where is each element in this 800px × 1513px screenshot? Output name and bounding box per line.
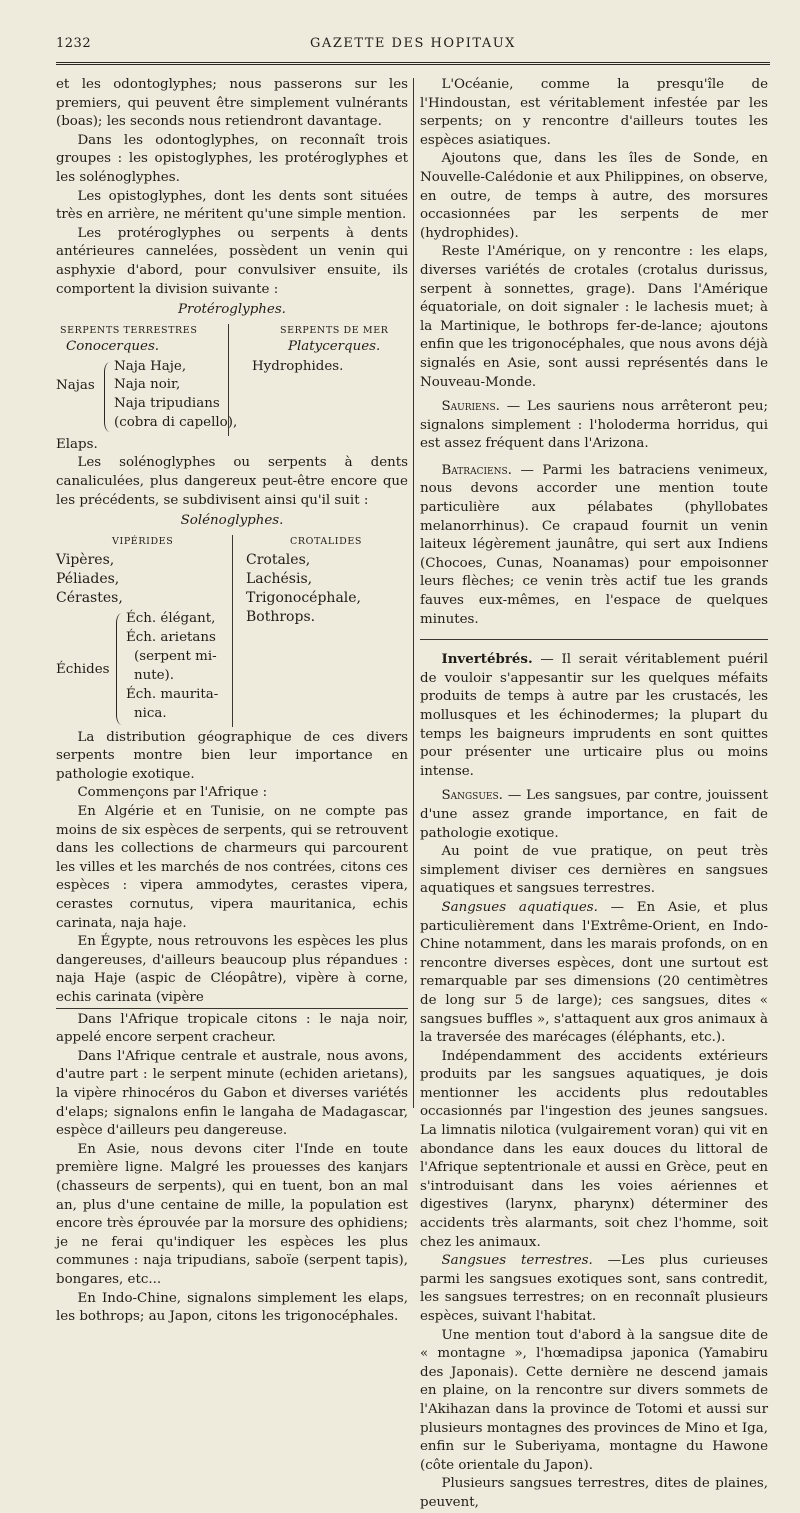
left-column xyxy=(56,76,408,1327)
species-item: Trigonocéphale, xyxy=(246,589,362,606)
section-heading: Sauriens. xyxy=(441,399,500,415)
column-subheader: Platycerques. xyxy=(288,338,381,354)
paragraph: Au point de vue pratique, on peut très simplement diviser ces dernières en sangsues aquatiques et sangsues terrestres. xyxy=(420,844,768,897)
species-item: Naja noir, xyxy=(114,377,181,393)
paragraph: Les opistoglyphes, dont les dents sont situées très en arrière, ne méritent qu'une simple mention. xyxy=(56,188,408,223)
group-label: Najas xyxy=(56,377,95,393)
species-item: Lachésis, xyxy=(246,570,313,587)
paragraph xyxy=(420,899,768,1048)
species-list xyxy=(126,609,218,723)
table-divider xyxy=(232,535,233,727)
paragraph: En Égypte, nous retrouvons les espèces les plus dangereuses, d'ailleurs beaucoup plus répandues : naja Haje (aspic de Cléopâtre), vipère à corne, echis carinata (vipère xyxy=(56,934,408,1005)
species-item: Crotales, xyxy=(246,551,311,568)
paragraph: Plusieurs sangsues terrestres, dites de plaines, peuvent, xyxy=(420,1476,768,1510)
header-rule xyxy=(56,62,770,68)
species-item: Éch. arietans xyxy=(126,629,216,645)
column-header: SERPENTS TERRESTRES xyxy=(60,324,198,336)
paragraph: Les solénoglyphes ou serpents à dents canaliculées, plus dangereux peut-être encore que les précédents, se subdivisent ainsi qu'il suit : xyxy=(56,455,408,508)
journal-title: GAZETTE DES HOPITAUX xyxy=(310,36,516,51)
paragraph: En Indo-Chine, signalons simplement les elaps, les bothrops; au Japon, citons les trigonocéphales. xyxy=(56,1290,408,1325)
species-item: Vipères, xyxy=(56,551,115,568)
right-column xyxy=(420,76,768,1513)
paragraph: Ajoutons que, dans les îles de Sonde, en Nouvelle-Calédonie et aux Philippines, on observe, en outre, de temps à autre, des morsures occasionnées par les serpents de mer (hydrophides). xyxy=(420,151,768,241)
paragraph: En Asie, nous devons citer l'Inde en toute première ligne. Malgré les prouesses des kanjars (chasseurs de serpents), qui en tuent, bon an mal an, plus d'une centaine de mille, la population est encore très éprouvée par la morsure des ophidiens; je ne ferai qu'indiquer les espèces les plus communes : naja tripudians, saboïe (serpent tapis), bongares, etc... xyxy=(56,1141,408,1287)
paragraph xyxy=(420,787,768,843)
species-item: nica. xyxy=(134,705,167,721)
section-heading: Batraciens. xyxy=(441,462,512,478)
page-header xyxy=(56,36,770,58)
species-item: Naja tripudians xyxy=(114,395,220,411)
paragraph xyxy=(420,398,768,454)
paragraph: Dans l'Afrique tropicale citons : le naja noir, appelé encore serpent cracheur. xyxy=(56,1011,408,1046)
species-item: Éch. élégant, xyxy=(126,610,216,626)
paragraph: Une mention tout d'abord à la sangsue dite de « montagne », l'hœmadipsa japonica (Yamabiru des Japonais). Cette dernière ne descend jamais en plaine, on la rencontre sur divers sommets de l'Akihazan dans la province de Totomi et aussi sur plusieurs montagnes des provinces de Mino et Iga, enfin sur le Suberiyama, montagne du Hawone (côte orientale du Japon). xyxy=(420,1327,768,1473)
page-number: 1232 xyxy=(56,36,92,51)
species-item: Péliades, xyxy=(56,570,120,587)
column-header: CROTALIDES xyxy=(290,535,363,547)
paragraph-text: — Les sangsues, par contre, jouissent d'une assez grande importance, en fait de pathologie exotique. xyxy=(420,788,768,841)
section-rule xyxy=(56,1008,408,1009)
species-item: Éch. maurita- xyxy=(126,686,219,702)
section-heading: Sangsues aquatiques. xyxy=(441,899,598,915)
species-item: Cérastes, xyxy=(56,589,123,606)
paragraph: Indépendamment des accidents extérieurs produits par les sangsues aquatiques, je dois mentionner les accidents plus redoutables occasionnés par l'ingestion des jeunes sangsues. La limnatis nilotica (vulgairement voran) qui vit en abondance dans les eaux douces du littoral de l'Afrique septentrionale et aussi en Grèce, peut en s'introduisant dans les voies aériennes et digestives (larynx, pharynx) déterminer des accidents très alarmants, soit chez l'homme, soit chez les animaux. xyxy=(420,1048,768,1250)
column-header: VIPÉRIDES xyxy=(112,535,174,547)
paragraph-text: — Les sauriens nous arrêteront peu; signalons simplement : l'holoderma horridus, qui est assez fréquent dans l'Arizona. xyxy=(420,399,768,452)
paragraph-text: —Les plus curieuses parmi les sangsues exotiques sont, sans contredit, les sangsues terrestres; on en reconnaît plusieurs espèces, suivant l'habitat. xyxy=(420,1253,768,1324)
paragraph: L'Océanie, comme la presqu'île de l'Hindoustan, est véritablement infestée par les serpents; on y rencontre d'ailleurs toutes les espèces asiatiques. xyxy=(420,77,768,148)
bracket xyxy=(104,362,111,432)
paragraph: et les odontoglyphes; nous passerons sur les premiers, qui peuvent être simplement vulnérants (boas); les seconds nous retiendront davantage. xyxy=(56,77,408,130)
paragraph xyxy=(420,1252,768,1326)
species-list xyxy=(56,551,123,608)
column-subheader: Conocerques. xyxy=(66,338,160,354)
species-item: Naja Haje, xyxy=(114,358,187,374)
species-list xyxy=(114,358,237,432)
paragraph: Dans l'Afrique centrale et australe, nous avons, d'autre part : le serpent minute (echiden arietans), la vipère rhinocéros du Gabon et diverses variétés d'elaps; signalons enfin le langaha de Madagascar, espèce d'ailleurs peu dangereuse. xyxy=(56,1048,408,1139)
table-caption: Protéroglyphes. xyxy=(178,302,286,318)
paragraph-text: — Il serait véritablement puéril de vouloir s'appesantir sur les quelques méfaits produits de temps à autre par les crustacés, les mollusques et les échinodermes; la plupart du temps les baigneurs imprudents en sont quittes pour présenter une urticaire plus ou moins intense. xyxy=(420,652,768,779)
paragraph xyxy=(420,462,768,629)
group-label: Échides xyxy=(56,661,110,677)
paragraph: Commençons par l'Afrique : xyxy=(77,785,268,801)
table-caption: Solénoglyphes. xyxy=(180,513,284,529)
bracket xyxy=(116,613,123,725)
column-header: SERPENTS DE MER xyxy=(280,324,389,336)
paragraph-text: — Parmi les batraciens venimeux, nous devons accorder une mention toute particulière aux pélabates (phyllobates melanorrhinus). Ce crapaud fournit un venin laiteux légèrement jaunâtre, qui sert aux Indiens (Chocoes, Cunas, Noanamas) pour empoisonner leurs flèches; ce venin très actif tue les grands fauves eux-mêmes, en l'espace de quelques minutes. xyxy=(420,462,768,627)
paragraph xyxy=(420,650,768,781)
solenoglyphes-table xyxy=(56,533,408,729)
species-item: (serpent mi- xyxy=(134,648,217,664)
column-divider xyxy=(413,78,414,1108)
section-heading: Invertébrés. xyxy=(441,651,533,668)
proteroglyphes-table xyxy=(56,322,408,438)
section-rule xyxy=(420,639,768,640)
paragraph: En Algérie et en Tunisie, on ne compte pas moins de six espèces de serpents, qui se retrouvent dans les collections de charmeurs qui parcourent les villes et les marchés de nos contrées, citons ces espèces : vipera ammodytes, cerastes vipera, cerastes cornutus, vipera mauritanica, echis carinata, naja haje. xyxy=(56,804,408,931)
species-item: Elaps. xyxy=(56,436,98,452)
paragraph: La distribution géographique de ces divers serpents montre bien leur importance en pathologie exotique. xyxy=(56,729,408,782)
section-heading: Sangsues terrestres. xyxy=(441,1253,593,1269)
species-item: nute). xyxy=(134,667,175,683)
paragraph: Dans les odontoglyphes, on reconnaît trois groupes : les opistoglyphes, les protéroglyphes et les solénoglyphes. xyxy=(56,132,408,185)
species-item: Hydrophides. xyxy=(252,358,344,374)
paragraph: Les protéroglyphes ou serpents à dents antérieures cannelées, possèdent un venin qui asphyxie d'abord, pour convulsiver ensuite, ils comportent la division suivante : xyxy=(56,225,408,297)
species-item: (cobra di capello), xyxy=(114,414,238,430)
species-list xyxy=(246,551,361,627)
paragraph: Reste l'Amérique, on y rencontre : les elaps, diverses variétés de crotales (crotalus durissus, serpent à sonnettes, grage). Dans l'Amérique équatoriale, on doit signaler : le lachesis muet; à la Martinique, le bothrops fer-de-lance; ajoutons enfin que les trigonocéphales, que nous avons déjà signalés en Asie, sont aussi représentés dans le Nouveau-Monde. xyxy=(420,244,768,390)
paragraph-text: — En Asie, et plus particulièrement dans l'Extrême-Orient, en Indo-Chine notamment, dans les marais profonds, on en rencontre diverses espèces, dont une surtout est remarquable par ses dimensions (20 centimètres de long sur 5 de large); ces sangsues, dites « sangsues buffles », s'attaquent aux gros animaux à la traversée des marécages (éléphants, etc.). xyxy=(420,899,768,1046)
species-item: Bothrops. xyxy=(246,608,316,625)
section-heading: Sangsues. xyxy=(441,788,503,804)
